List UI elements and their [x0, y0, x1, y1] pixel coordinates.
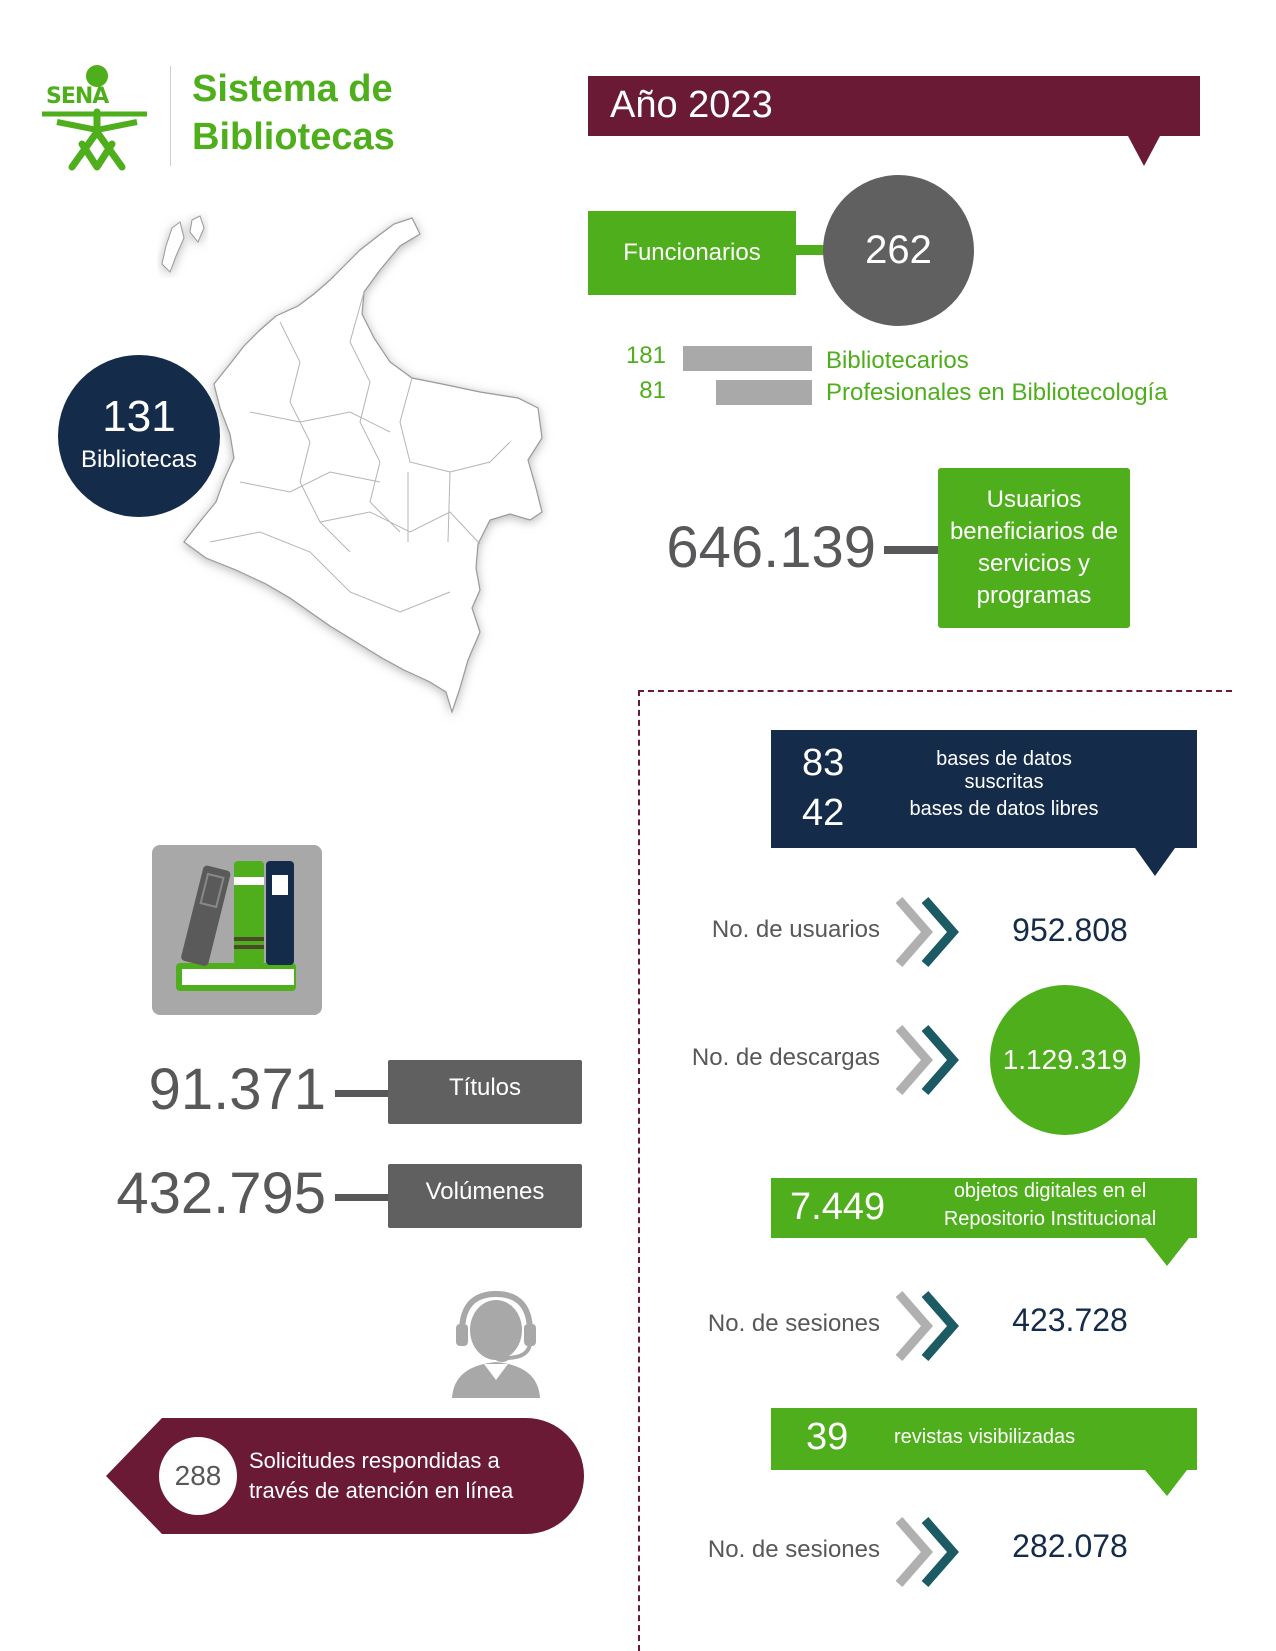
- users-benefited-connector: [884, 546, 938, 554]
- staff-total: 262: [865, 228, 932, 272]
- databases-value-2: 42: [802, 792, 845, 834]
- sena-logo: [42, 62, 152, 172]
- staff-bar-1: [683, 346, 812, 371]
- journal-sessions-value: 282.078: [1012, 1528, 1128, 1564]
- online-support-count: 288: [174, 1460, 222, 1491]
- staff-breakdown-label-2: Profesionales en Bibliotecología: [826, 379, 1168, 406]
- headset-agent-icon: [446, 1286, 546, 1398]
- double-chevron-icon: [895, 896, 967, 968]
- online-support-label-line2: través de atención en línea: [249, 1478, 514, 1503]
- db-downloads-value: 1.129.319: [1002, 1044, 1128, 1075]
- page-title-line1: Sistema de: [192, 68, 393, 110]
- staff-breakdown-value-2: 81: [639, 377, 666, 404]
- section-divider-vertical: [638, 690, 640, 1651]
- page-title-line2: Bibliotecas: [192, 116, 395, 158]
- double-chevron-icon: [895, 1024, 967, 1096]
- journals-label: revistas visibilizadas: [894, 1426, 1076, 1448]
- online-support-count-circle: [159, 1437, 237, 1515]
- volumes-connector: [335, 1194, 391, 1201]
- databases-label-2: bases de datos libres: [909, 798, 1099, 820]
- libraries-label: Bibliotecas: [80, 446, 198, 473]
- repository-value: 7.449: [790, 1186, 886, 1228]
- staff-breakdown-label-1: Bibliotecarios: [826, 347, 969, 374]
- staff-breakdown-value-1: 181: [625, 342, 666, 369]
- logo-divider: [170, 66, 171, 166]
- titles-value: 91.371: [148, 1057, 326, 1122]
- databases-label-1: bases de datos suscritas: [936, 748, 1072, 793]
- repository-sessions-label: No. de sesiones: [707, 1310, 880, 1337]
- repository-label-line2: Repositorio Institucional: [943, 1208, 1157, 1230]
- volumes-value: 432.795: [116, 1161, 326, 1226]
- double-chevron-icon: [895, 1516, 967, 1588]
- staff-label-box: [588, 211, 796, 295]
- journals-value: 39: [806, 1416, 849, 1458]
- users-benefited-value: 646.139: [666, 515, 876, 580]
- staff-connector: [796, 245, 826, 255]
- year-banner-text: Año 2023: [610, 84, 773, 126]
- db-users-label: No. de usuarios: [711, 916, 880, 943]
- sena-logo-text: SENA: [46, 84, 109, 109]
- users-benefited-label: Usuarios beneficiarios de servicios y programas: [949, 486, 1119, 609]
- databases-value-1: 83: [802, 742, 845, 784]
- db-downloads-circle: [990, 985, 1140, 1135]
- staff-bar-2: [716, 380, 812, 405]
- books-icon: [152, 845, 322, 1015]
- titles-connector: [335, 1090, 391, 1097]
- volumes-box: [388, 1164, 582, 1228]
- section-divider-horizontal: [638, 690, 1232, 692]
- staff-total-circle: [823, 175, 974, 326]
- libraries-count: 131: [102, 392, 176, 441]
- users-benefited-box: [938, 468, 1130, 628]
- repository-label-line1: objetos digitales en el: [953, 1180, 1147, 1202]
- repository-sessions-value: 423.728: [1012, 1302, 1128, 1338]
- online-support-label-line1: Solicitudes respondidas a: [249, 1448, 500, 1473]
- db-downloads-label: No. de descargas: [691, 1044, 880, 1071]
- double-chevron-icon: [895, 1290, 967, 1362]
- journal-sessions-label: No. de sesiones: [707, 1536, 880, 1563]
- titles-label: Títulos: [448, 1074, 522, 1101]
- staff-label: Funcionarios: [623, 239, 761, 266]
- titles-box: [388, 1060, 582, 1124]
- volumes-label: Volúmenes: [425, 1178, 545, 1205]
- db-users-value: 952.808: [1012, 912, 1128, 948]
